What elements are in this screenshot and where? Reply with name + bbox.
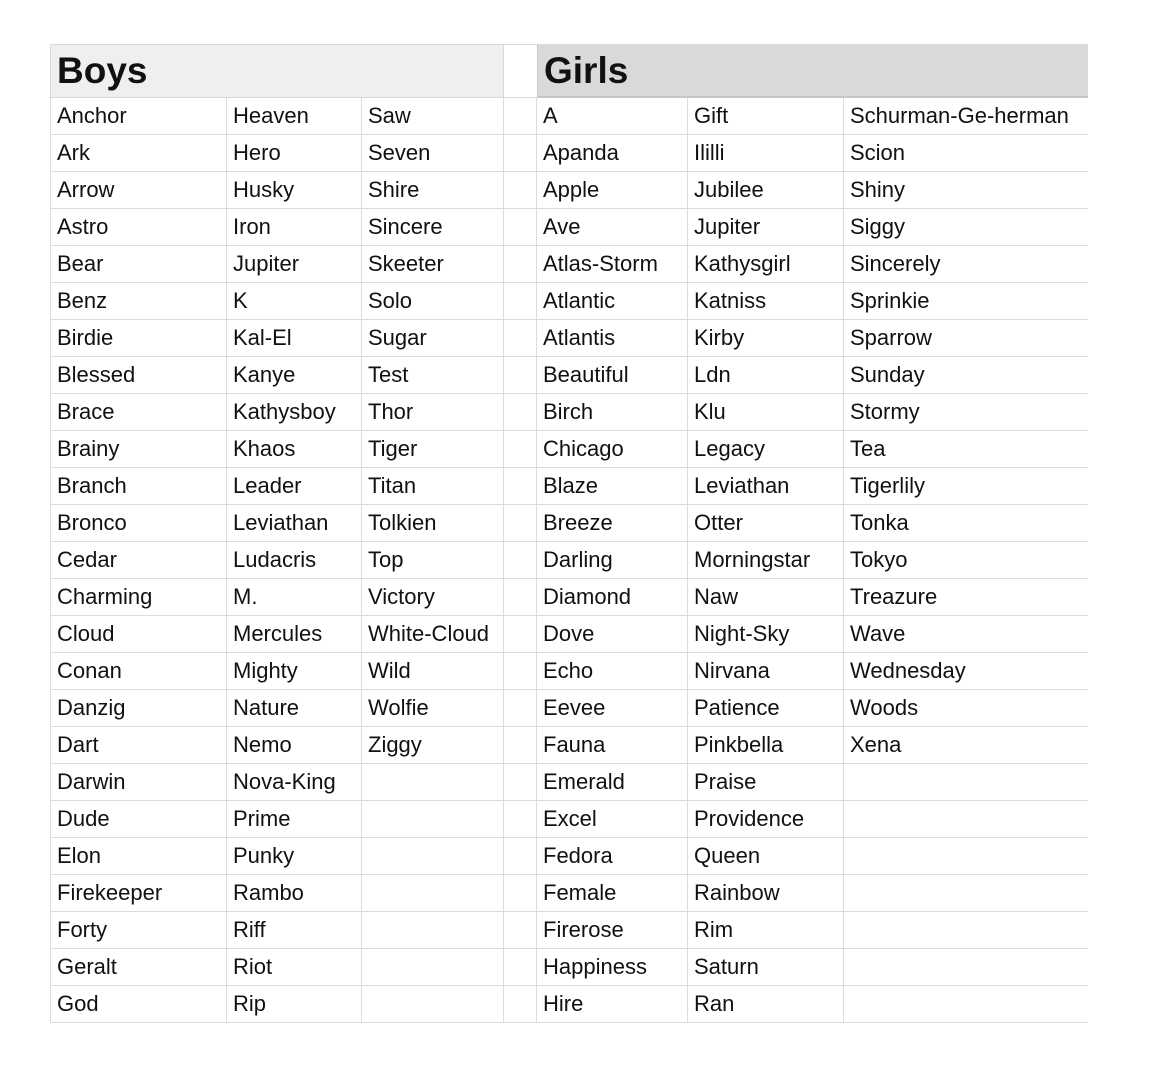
girls-name-cell[interactable]: A xyxy=(537,98,688,135)
spacer-cell[interactable] xyxy=(504,505,537,542)
boys-name-cell[interactable]: Seven xyxy=(362,135,504,172)
girls-name-cell[interactable]: Kirby xyxy=(688,320,844,357)
spacer-cell[interactable] xyxy=(504,949,537,986)
boys-name-cell[interactable]: Dart xyxy=(50,727,227,764)
girls-name-cell[interactable]: Jupiter xyxy=(688,209,844,246)
girls-name-cell[interactable]: Otter xyxy=(688,505,844,542)
boys-name-cell[interactable]: Bear xyxy=(50,246,227,283)
header-spacer-cell[interactable] xyxy=(504,44,537,98)
boys-name-cell[interactable]: Geralt xyxy=(50,949,227,986)
girls-name-cell[interactable]: Ldn xyxy=(688,357,844,394)
boys-name-cell[interactable]: K xyxy=(227,283,362,320)
girls-name-cell[interactable]: Naw xyxy=(688,579,844,616)
girls-name-cell[interactable]: Echo xyxy=(537,653,688,690)
boys-name-cell[interactable]: Leader xyxy=(227,468,362,505)
boys-name-cell[interactable]: Cloud xyxy=(50,616,227,653)
boys-name-cell[interactable]: God xyxy=(50,986,227,1023)
boys-name-cell[interactable]: Bronco xyxy=(50,505,227,542)
names-spreadsheet xyxy=(50,44,1088,1023)
boys-name-cell[interactable]: Test xyxy=(362,357,504,394)
boys-name-cell[interactable]: Tolkien xyxy=(362,505,504,542)
boys-name-cell[interactable]: Blessed xyxy=(50,357,227,394)
girls-name-cell[interactable]: Firerose xyxy=(537,912,688,949)
boys-name-cell[interactable]: Wild xyxy=(362,653,504,690)
spacer-cell[interactable] xyxy=(504,579,537,616)
boys-name-cell[interactable]: Ziggy xyxy=(362,727,504,764)
boys-name-cell[interactable]: Nemo xyxy=(227,727,362,764)
boys-name-cell[interactable]: Conan xyxy=(50,653,227,690)
boys-name-cell[interactable]: Rambo xyxy=(227,875,362,912)
boys-name-cell[interactable]: Punky xyxy=(227,838,362,875)
girls-name-cell[interactable]: Sincerely xyxy=(844,246,1088,283)
boys-name-cell[interactable]: Firekeeper xyxy=(50,875,227,912)
spacer-cell[interactable] xyxy=(504,357,537,394)
boys-name-cell[interactable]: Kal-El xyxy=(227,320,362,357)
boys-name-cell[interactable]: Brainy xyxy=(50,431,227,468)
boys-name-cell[interactable]: Sincere xyxy=(362,209,504,246)
boys-name-cell[interactable]: Khaos xyxy=(227,431,362,468)
boys-name-cell[interactable]: Forty xyxy=(50,912,227,949)
boys-name-cell[interactable]: Brace xyxy=(50,394,227,431)
spacer-cell[interactable] xyxy=(504,727,537,764)
girls-name-cell[interactable]: Sparrow xyxy=(844,320,1088,357)
spacer-cell[interactable] xyxy=(504,283,537,320)
boys-name-cell[interactable]: Hero xyxy=(227,135,362,172)
spacer-cell[interactable] xyxy=(504,653,537,690)
boys-header[interactable]: Boys xyxy=(50,44,504,98)
girls-name-cell[interactable]: Xena xyxy=(844,727,1088,764)
spacer-cell[interactable] xyxy=(504,986,537,1023)
girls-name-cell[interactable]: Emerald xyxy=(537,764,688,801)
girls-name-cell[interactable]: Gift xyxy=(688,98,844,135)
girls-name-cell[interactable]: Atlantic xyxy=(537,283,688,320)
girls-name-cell[interactable]: Tokyo xyxy=(844,542,1088,579)
spacer-cell[interactable] xyxy=(504,431,537,468)
boys-name-cell[interactable]: Shire xyxy=(362,172,504,209)
girls-name-cell[interactable]: Eevee xyxy=(537,690,688,727)
boys-name-cell[interactable]: Darwin xyxy=(50,764,227,801)
boys-name-cell[interactable] xyxy=(362,764,504,801)
boys-name-cell[interactable]: Ludacris xyxy=(227,542,362,579)
spacer-cell[interactable] xyxy=(504,246,537,283)
boys-name-cell[interactable]: M. xyxy=(227,579,362,616)
girls-name-cell[interactable]: Ave xyxy=(537,209,688,246)
girls-name-cell[interactable]: Blaze xyxy=(537,468,688,505)
boys-name-cell[interactable] xyxy=(362,838,504,875)
girls-name-cell[interactable]: Nirvana xyxy=(688,653,844,690)
girls-name-cell[interactable]: Katniss xyxy=(688,283,844,320)
girls-name-cell[interactable]: Darling xyxy=(537,542,688,579)
girls-name-cell[interactable]: Saturn xyxy=(688,949,844,986)
boys-name-cell[interactable]: Rip xyxy=(227,986,362,1023)
boys-name-cell[interactable]: Titan xyxy=(362,468,504,505)
boys-name-cell[interactable]: Benz xyxy=(50,283,227,320)
boys-name-cell[interactable] xyxy=(362,801,504,838)
boys-name-cell[interactable]: Nova-King xyxy=(227,764,362,801)
girls-name-cell[interactable]: Birch xyxy=(537,394,688,431)
girls-name-cell[interactable]: Queen xyxy=(688,838,844,875)
girls-name-cell[interactable]: Providence xyxy=(688,801,844,838)
girls-name-cell[interactable]: Fedora xyxy=(537,838,688,875)
spacer-cell[interactable] xyxy=(504,875,537,912)
boys-name-cell[interactable]: Skeeter xyxy=(362,246,504,283)
girls-name-cell[interactable] xyxy=(844,875,1088,912)
boys-name-cell[interactable]: Victory xyxy=(362,579,504,616)
boys-name-cell[interactable]: Thor xyxy=(362,394,504,431)
girls-name-cell[interactable]: Scion xyxy=(844,135,1088,172)
spacer-cell[interactable] xyxy=(504,209,537,246)
girls-name-cell[interactable]: Sunday xyxy=(844,357,1088,394)
boys-name-cell[interactable]: Leviathan xyxy=(227,505,362,542)
girls-name-cell[interactable]: Tea xyxy=(844,431,1088,468)
girls-name-cell[interactable]: Chicago xyxy=(537,431,688,468)
spacer-cell[interactable] xyxy=(504,468,537,505)
spacer-cell[interactable] xyxy=(504,320,537,357)
boys-name-cell[interactable]: Charming xyxy=(50,579,227,616)
boys-name-cell[interactable] xyxy=(362,912,504,949)
boys-name-cell[interactable]: White-Cloud xyxy=(362,616,504,653)
boys-name-cell[interactable]: Riot xyxy=(227,949,362,986)
boys-name-cell[interactable]: Riff xyxy=(227,912,362,949)
girls-name-cell[interactable]: Fauna xyxy=(537,727,688,764)
girls-name-cell[interactable]: Apanda xyxy=(537,135,688,172)
spacer-cell[interactable] xyxy=(504,542,537,579)
girls-name-cell[interactable]: Beautiful xyxy=(537,357,688,394)
girls-name-cell[interactable]: Leviathan xyxy=(688,468,844,505)
girls-name-cell[interactable]: Pinkbella xyxy=(688,727,844,764)
spacer-cell[interactable] xyxy=(504,838,537,875)
girls-name-cell[interactable]: Wednesday xyxy=(844,653,1088,690)
boys-name-cell[interactable]: Heaven xyxy=(227,98,362,135)
girls-name-cell[interactable]: Shiny xyxy=(844,172,1088,209)
spacer-cell[interactable] xyxy=(504,690,537,727)
girls-name-cell[interactable]: Excel xyxy=(537,801,688,838)
girls-name-cell[interactable]: Female xyxy=(537,875,688,912)
boys-name-cell[interactable] xyxy=(362,875,504,912)
girls-name-cell[interactable]: Kathysgirl xyxy=(688,246,844,283)
girls-name-cell[interactable]: Rim xyxy=(688,912,844,949)
boys-name-cell[interactable]: Top xyxy=(362,542,504,579)
boys-name-cell[interactable]: Danzig xyxy=(50,690,227,727)
girls-name-cell[interactable]: Morningstar xyxy=(688,542,844,579)
girls-name-cell[interactable]: Sprinkie xyxy=(844,283,1088,320)
boys-name-cell[interactable]: Birdie xyxy=(50,320,227,357)
girls-name-cell[interactable]: Hire xyxy=(537,986,688,1023)
spacer-cell[interactable] xyxy=(504,912,537,949)
girls-name-cell[interactable] xyxy=(844,838,1088,875)
boys-name-cell[interactable]: Mighty xyxy=(227,653,362,690)
girls-name-cell[interactable]: Patience xyxy=(688,690,844,727)
spacer-cell[interactable] xyxy=(504,135,537,172)
girls-name-cell[interactable]: Atlas-Storm xyxy=(537,246,688,283)
girls-header[interactable]: Girls xyxy=(537,44,1088,98)
girls-name-cell[interactable]: Jubilee xyxy=(688,172,844,209)
boys-name-cell[interactable]: Saw xyxy=(362,98,504,135)
boys-name-cell[interactable]: Mercules xyxy=(227,616,362,653)
girls-name-cell[interactable] xyxy=(844,801,1088,838)
boys-name-cell[interactable]: Nature xyxy=(227,690,362,727)
girls-name-cell[interactable]: Tigerlily xyxy=(844,468,1088,505)
girls-name-cell[interactable]: Treazure xyxy=(844,579,1088,616)
girls-name-cell[interactable]: Breeze xyxy=(537,505,688,542)
spacer-cell[interactable] xyxy=(504,172,537,209)
girls-name-cell[interactable]: Happiness xyxy=(537,949,688,986)
girls-name-cell[interactable]: Siggy xyxy=(844,209,1088,246)
boys-name-cell[interactable]: Anchor xyxy=(50,98,227,135)
boys-name-cell[interactable]: Solo xyxy=(362,283,504,320)
boys-name-cell[interactable]: Prime xyxy=(227,801,362,838)
boys-name-cell[interactable]: Branch xyxy=(50,468,227,505)
boys-name-cell[interactable]: Arrow xyxy=(50,172,227,209)
boys-name-cell[interactable]: Tiger xyxy=(362,431,504,468)
boys-name-cell[interactable]: Kanye xyxy=(227,357,362,394)
girls-name-cell[interactable]: Stormy xyxy=(844,394,1088,431)
boys-name-cell[interactable] xyxy=(362,949,504,986)
girls-name-cell[interactable] xyxy=(844,986,1088,1023)
boys-name-cell[interactable]: Kathysboy xyxy=(227,394,362,431)
girls-name-cell[interactable]: Schurman-Ge-herman xyxy=(844,98,1088,135)
girls-name-cell[interactable] xyxy=(844,912,1088,949)
girls-name-cell[interactable]: Night-Sky xyxy=(688,616,844,653)
girls-name-cell[interactable] xyxy=(844,764,1088,801)
girls-name-cell[interactable]: Atlantis xyxy=(537,320,688,357)
girls-name-cell[interactable]: Rainbow xyxy=(688,875,844,912)
boys-name-cell[interactable]: Jupiter xyxy=(227,246,362,283)
spacer-cell[interactable] xyxy=(504,394,537,431)
boys-name-cell[interactable]: Husky xyxy=(227,172,362,209)
spacer-cell[interactable] xyxy=(504,98,537,135)
girls-name-cell[interactable]: Ililli xyxy=(688,135,844,172)
girls-name-cell[interactable]: Dove xyxy=(537,616,688,653)
girls-name-cell[interactable]: Praise xyxy=(688,764,844,801)
boys-name-cell[interactable] xyxy=(362,986,504,1023)
spacer-cell[interactable] xyxy=(504,801,537,838)
girls-name-cell[interactable] xyxy=(844,949,1088,986)
spacer-cell[interactable] xyxy=(504,764,537,801)
girls-name-cell[interactable]: Wave xyxy=(844,616,1088,653)
girls-name-cell[interactable]: Diamond xyxy=(537,579,688,616)
boys-name-cell[interactable]: Sugar xyxy=(362,320,504,357)
girls-name-cell[interactable]: Legacy xyxy=(688,431,844,468)
boys-name-cell[interactable]: Wolfie xyxy=(362,690,504,727)
girls-name-cell[interactable]: Klu xyxy=(688,394,844,431)
boys-name-cell[interactable]: Iron xyxy=(227,209,362,246)
girls-name-cell[interactable]: Woods xyxy=(844,690,1088,727)
girls-name-cell[interactable]: Ran xyxy=(688,986,844,1023)
boys-name-cell[interactable]: Astro xyxy=(50,209,227,246)
spacer-cell[interactable] xyxy=(504,616,537,653)
girls-name-cell[interactable]: Apple xyxy=(537,172,688,209)
boys-name-cell[interactable]: Ark xyxy=(50,135,227,172)
boys-name-cell[interactable]: Elon xyxy=(50,838,227,875)
boys-name-cell[interactable]: Cedar xyxy=(50,542,227,579)
boys-name-cell[interactable]: Dude xyxy=(50,801,227,838)
girls-name-cell[interactable]: Tonka xyxy=(844,505,1088,542)
